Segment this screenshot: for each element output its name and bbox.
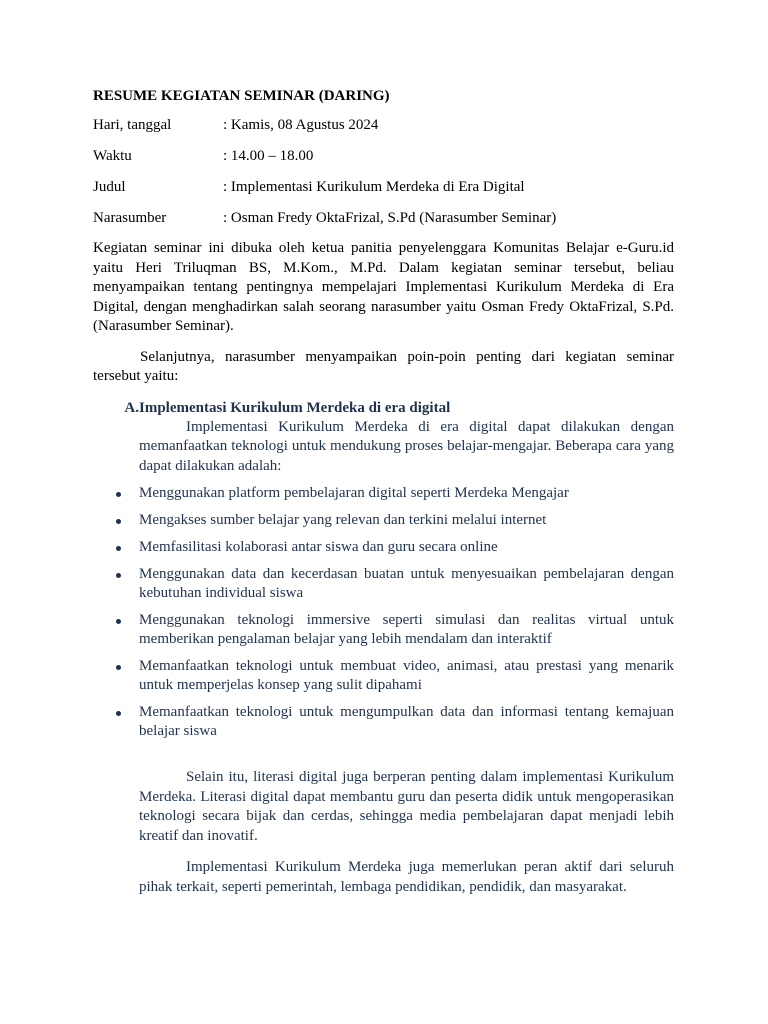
- meta-value: : 14.00 – 18.00: [223, 148, 314, 164]
- section-heading: [93, 399, 674, 418]
- list-item: [93, 511, 674, 530]
- bullet-icon: [93, 484, 139, 503]
- bullet-icon: [93, 611, 139, 649]
- bullet-text: Memfasilitasi kolaborasi antar siswa dan guru secara online: [139, 539, 498, 555]
- bullet-icon: [93, 703, 139, 741]
- bullet-text: Menggunakan platform pembelajaran digital seperti Merdeka Mengajar: [139, 485, 569, 501]
- meta-value: : Osman Fredy OktaFrizal, S.Pd (Narasumber Seminar): [223, 210, 557, 226]
- document-page: [93, 86, 674, 897]
- meta-label: Narasumber: [93, 210, 167, 226]
- intro-paragraph: Kegiatan seminar ini dibuka oleh ketua panitia penyelenggara Komunitas Belajar e-Guru.id yaitu Heri Triluqman BS, M.Kom., M.Pd. Dalam kegiatan seminar tersebut, beliau menyampaikan tentang pentingnya mempelajari Implementasi Kurikulum Merdeka di Era Digital, dengan menghadirkan salah seorang narasumber yaitu Osman Fredy OktaFrizal, S.Pd. (Narasumber Seminar).: [93, 240, 674, 334]
- section-letter: A.: [124, 399, 139, 416]
- section-paragraph: Implementasi Kurikulum Merdeka di era digital dapat dilakukan dengan memanfaatkan teknologi untuk mendukung proses belajar-mengajar. Beberapa cara yang dapat dilakukan adalah:: [139, 418, 674, 474]
- closing-paragraph: Implementasi Kurikulum Merdeka juga memerlukan peran aktif dari seluruh pihak terkait, seperti pemerintah, lembaga pendidikan, pendidik, dan masyarakat.: [139, 859, 674, 895]
- meta-label: Judul: [93, 179, 126, 195]
- list-item: [93, 657, 674, 695]
- bullet-text: Menggunakan data dan kecerdasan buatan untuk menyesuaikan pembelajaran dengan kebutuhan individual siswa: [139, 566, 674, 601]
- bullet-icon: [93, 657, 139, 695]
- continuation-paragraph: Selanjutnya, narasumber menyampaikan poin-poin penting dari kegiatan seminar tersebut yaitu:: [93, 348, 674, 384]
- meta-row-time: [93, 146, 674, 166]
- bullet-icon: [93, 511, 139, 530]
- meta-label: Hari, tanggal: [93, 117, 172, 133]
- literacy-paragraph: Selain itu, literasi digital juga berperan penting dalam implementasi Kurikulum Merdeka. Literasi digital dapat membantu guru dan peserta didik untuk mengoperasikan teknologi secara bijak dan cerdas, sehingga media pembelajaran dapat menjadi lebih kreatif dan inovatif.: [139, 769, 674, 844]
- bullet-text: Memanfaatkan teknologi untuk mengumpulkan data dan informasi tentang kemajuan belajar siswa: [139, 704, 674, 739]
- list-item: [93, 484, 674, 503]
- list-item: [93, 611, 674, 649]
- meta-row-speaker: [93, 208, 674, 228]
- bullet-text: Memanfaatkan teknologi untuk membuat video, animasi, atau prestasi yang menarik untuk memperjelas konsep yang sulit dipahami: [139, 658, 674, 693]
- meta-label: Waktu: [93, 148, 132, 164]
- meta-value: : Implementasi Kurikulum Merdeka di Era Digital: [223, 179, 525, 195]
- list-item: [93, 703, 674, 741]
- bullet-list: [93, 484, 674, 741]
- bullet-icon: [93, 538, 139, 557]
- bullet-icon: [93, 565, 139, 603]
- section-a: [93, 399, 674, 898]
- meta-value: : Kamis, 08 Agustus 2024: [223, 117, 379, 133]
- meta-row-title: [93, 177, 674, 197]
- bullet-text: Menggunakan teknologi immersive seperti simulasi dan realitas virtual untuk memberikan pengalaman belajar yang lebih mendalam dan interaktif: [139, 612, 674, 647]
- section-title: Implementasi Kurikulum Merdeka di era digital: [139, 399, 451, 416]
- list-item: [93, 538, 674, 557]
- document-title: RESUME KEGIATAN SEMINAR (DARING): [93, 88, 390, 104]
- bullet-text: Mengakses sumber belajar yang relevan dan terkini melalui internet: [139, 512, 547, 528]
- meta-row-date: [93, 115, 674, 135]
- list-item: [93, 565, 674, 603]
